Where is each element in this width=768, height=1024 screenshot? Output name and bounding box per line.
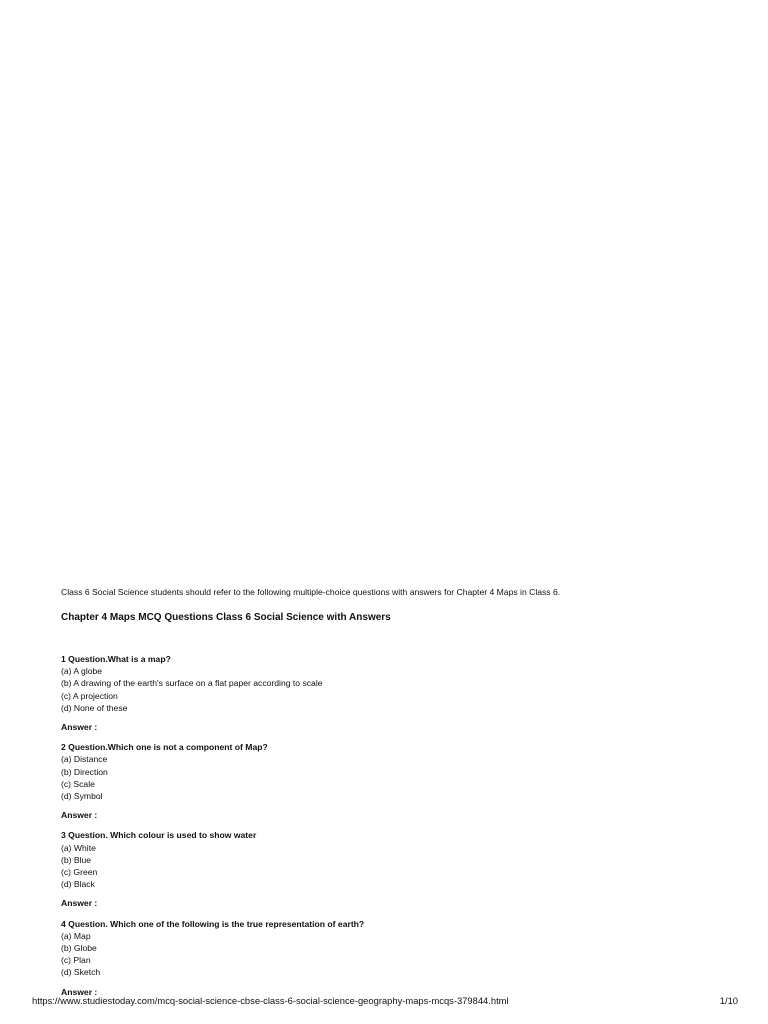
page-heading: Chapter 4 Maps MCQ Questions Class 6 Social Science with Answers	[61, 612, 391, 623]
question-option: (a) White	[61, 842, 96, 853]
question-title: 1 Question.What is a map?	[61, 654, 171, 664]
question-option: (d) Black	[61, 879, 95, 890]
question-option: (c) A projection	[61, 690, 118, 701]
question-block-2	[61, 741, 741, 821]
footer-url-link[interactable]: https://www.studiestoday.com/mcq-social-science-cbse-class-6-social-science-geography-maps-mcqs-379844.html	[32, 995, 509, 1006]
question-option: (d) None of these	[61, 702, 128, 713]
question-option: (b) Direction	[61, 766, 108, 777]
question-option: (a) A globe	[61, 666, 103, 677]
answer-label: Answer :	[61, 898, 98, 909]
question-option: (b) Globe	[61, 943, 97, 954]
page-number: 1/10	[719, 995, 738, 1006]
question-option: (c) Green	[61, 867, 98, 878]
question-option: (b) Blue	[61, 854, 92, 865]
question-option: (a) Distance	[61, 754, 108, 765]
question-list	[61, 653, 741, 1006]
question-option: (b) A drawing of the earth's surface on a flat paper according to scale	[61, 678, 323, 689]
answer-label: Answer :	[61, 810, 98, 821]
question-title: 4 Question. Which one of the following is the true representation of earth?	[61, 918, 365, 929]
answer-label: Answer :	[61, 986, 98, 997]
question-option: (d) Sketch	[61, 967, 101, 978]
question-block-1	[61, 653, 741, 733]
answer-label: Answer :	[61, 722, 98, 733]
question-title: 2 Question.Which one is not a component of Map?	[61, 742, 268, 753]
question-option: (c) Plan	[61, 955, 91, 966]
question-title: 3 Question. Which colour is used to show water	[61, 830, 257, 841]
question-block-4	[61, 918, 741, 998]
question-option: (c) Scale	[61, 778, 95, 789]
question-option: (d) Symbol	[61, 791, 103, 802]
question-block-3	[61, 829, 741, 909]
question-option: (a) Map	[61, 930, 91, 941]
intro-text: Class 6 Social Science students should refer to the following multiple-choice questions with answers for Chapter 4 Maps in Class 6.	[61, 587, 561, 597]
